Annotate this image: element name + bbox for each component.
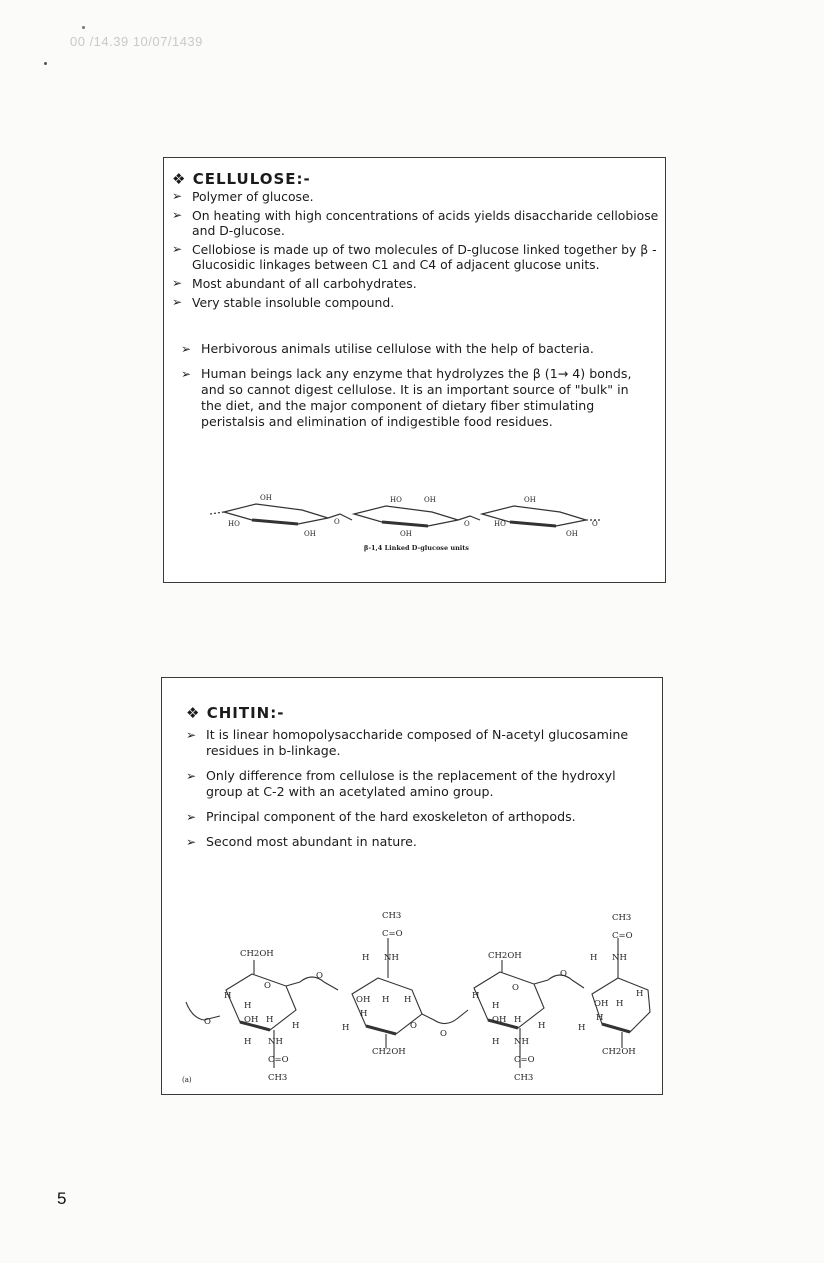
glycosidic-bond [422, 1010, 468, 1024]
list-item: ➢ Very stable insoluble compound. [172, 295, 395, 310]
atom-label: CH3 [382, 911, 402, 921]
atom-label: H [596, 1013, 604, 1023]
ring-bold-edge [602, 1024, 630, 1032]
atom-label: CH2OH [602, 1047, 636, 1057]
list-item: ➢ Principal component of the hard exoskeleton of arthopods. [186, 809, 576, 824]
scan-speck [44, 62, 47, 65]
slide-title-row [186, 704, 284, 722]
arrow-bullet-icon: ➢ [172, 189, 183, 203]
list-item: ➢ Polymer of glucose. [172, 189, 314, 204]
arrow-bullet-icon: ➢ [186, 835, 197, 849]
atom-label: O [334, 518, 340, 526]
atom-label: H [492, 1037, 500, 1047]
glucosamine-ring [226, 974, 296, 1030]
diamond-marker-icon: ❖ [172, 170, 187, 188]
atom-label: OH [244, 1015, 259, 1025]
atom-label: O [592, 520, 598, 528]
atom-label: H [636, 989, 644, 999]
atom-label: OH [566, 530, 578, 538]
atom-label: OH [304, 530, 316, 538]
bullet-list [172, 189, 660, 314]
glycosidic-bond [328, 514, 352, 520]
atom-label: OH [260, 494, 272, 502]
atom-label: NH [384, 953, 399, 963]
atom-label: C=O [514, 1055, 535, 1065]
atom-label: H [244, 1037, 252, 1047]
atom-label: H [342, 1023, 350, 1033]
atom-label: NH [514, 1037, 529, 1047]
atom-label: CH3 [612, 913, 632, 923]
atom-label: O [464, 520, 470, 528]
atom-label: H [492, 1001, 500, 1011]
list-item: ➢ It is linear homopolysaccharide composed of N-acetyl glucosamine residues in b-linkage. [186, 727, 629, 758]
atom-label: H [578, 1023, 586, 1033]
atom-label: HO [228, 520, 240, 528]
ring-bold-edge [252, 520, 298, 524]
slide-chitin [161, 677, 663, 1095]
bullet-list [181, 341, 641, 439]
arrow-bullet-icon: ➢ [172, 295, 183, 309]
atom-label: C=O [612, 931, 633, 941]
arrow-bullet-icon: ➢ [172, 276, 183, 290]
arrow-bullet-icon: ➢ [186, 728, 197, 742]
atom-label: O [560, 969, 567, 979]
atom-label: H [616, 999, 624, 1009]
atom-label: H [292, 1021, 300, 1031]
atom-label: H [590, 953, 598, 963]
ring-bold-edge [510, 522, 556, 526]
header-date-stamp: 00 /14.39 10/07/1439 [70, 34, 203, 49]
bullet-list [186, 727, 646, 859]
atom-label: CH3 [268, 1073, 288, 1083]
arrow-bullet-icon: ➢ [186, 810, 197, 824]
slide-title-row [172, 170, 311, 188]
panel-label: (a) [182, 1076, 192, 1084]
arrow-bullet-icon: ➢ [181, 367, 192, 381]
chain-continuation [210, 512, 224, 514]
slide-cellulose [163, 157, 666, 583]
ring-bold-edge [366, 1026, 396, 1034]
slide-title-text: CHITIN:- [206, 704, 285, 722]
atom-label: OH [492, 1015, 507, 1025]
atom-label: CH2OH [488, 951, 522, 961]
atom-label: C=O [268, 1055, 289, 1065]
atom-label: O [316, 971, 323, 981]
atom-label: OH [524, 496, 536, 504]
atom-label: O [204, 1017, 211, 1027]
atom-label: H [224, 991, 232, 1001]
atom-label: H [472, 991, 480, 1001]
page-number: 5 [57, 1189, 67, 1208]
scan-speck [82, 26, 85, 29]
atom-label: H [382, 995, 390, 1005]
atom-label: O [264, 981, 271, 991]
slide-title [186, 704, 284, 722]
atom-label: OH [400, 530, 412, 538]
atom-label: CH2OH [372, 1047, 406, 1057]
arrow-bullet-icon: ➢ [186, 769, 197, 783]
list-item: ➢ On heating with high concentrations of acids yields disaccharide cellobiose and D-glucose. [172, 208, 659, 238]
slide-title-text: CELLULOSE:- [192, 170, 311, 188]
atom-label: H [404, 995, 412, 1005]
chitin-structure-svg [182, 898, 652, 1088]
atom-label: H [514, 1015, 522, 1025]
atom-label: HO [390, 496, 402, 504]
glycosidic-bond [534, 975, 584, 988]
atom-label: OH [356, 995, 371, 1005]
atom-label: OH [594, 999, 609, 1009]
diagram-caption: β-1,4 Linked D-glucose units [364, 544, 469, 552]
atom-label: H [362, 953, 370, 963]
atom-label: NH [612, 953, 627, 963]
cellulose-structure-diagram [204, 490, 624, 560]
atom-label: O [440, 1029, 447, 1039]
atom-label: NH [268, 1037, 283, 1047]
glycosidic-bond [286, 977, 338, 990]
atom-label: C=O [382, 929, 403, 939]
atom-label: O [512, 983, 519, 993]
atom-label: HO [494, 520, 506, 528]
atom-label: O [410, 1021, 417, 1031]
slide-title [172, 170, 311, 188]
list-item: ➢ Human beings lack any enzyme that hydrolyzes the β (1→ 4) bonds, and so cannot digest cellulose. It is an important source of "bulk" in the diet, and the major component of dietary fiber stimulating peristalsis and elimination of indigestible food residues. [181, 366, 632, 429]
arrow-bullet-icon: ➢ [172, 208, 183, 222]
atom-label: CH2OH [240, 949, 274, 959]
atom-label: H [538, 1021, 546, 1031]
atom-label: H [360, 1009, 368, 1019]
chitin-structure-diagram [182, 898, 652, 1088]
list-item: ➢ Most abundant of all carbohydrates. [172, 276, 417, 291]
arrow-bullet-icon: ➢ [172, 242, 183, 256]
list-item: ➢ Second most abundant in nature. [186, 834, 417, 849]
list-item: ➢ Herbivorous animals utilise cellulose with the help of bacteria. [181, 341, 594, 356]
list-item: ➢ Only difference from cellulose is the replacement of the hydroxyl group at C-2 with an acetylated amino group. [186, 768, 616, 799]
atom-label: CH3 [514, 1073, 534, 1083]
chain-bond [186, 1002, 220, 1020]
atom-label: H [266, 1015, 274, 1025]
atom-label: H [244, 1001, 252, 1011]
atom-label: OH [424, 496, 436, 504]
list-item: ➢ Cellobiose is made up of two molecules of D-glucose linked together by β -Glucosidic linkages between C1 and C4 of adjacent glucose units. [172, 242, 657, 272]
cellulose-structure-svg [204, 490, 624, 560]
arrow-bullet-icon: ➢ [181, 342, 192, 356]
ring-bold-edge [382, 522, 428, 526]
diamond-marker-icon: ❖ [186, 704, 201, 722]
glucosamine-ring [474, 972, 544, 1028]
